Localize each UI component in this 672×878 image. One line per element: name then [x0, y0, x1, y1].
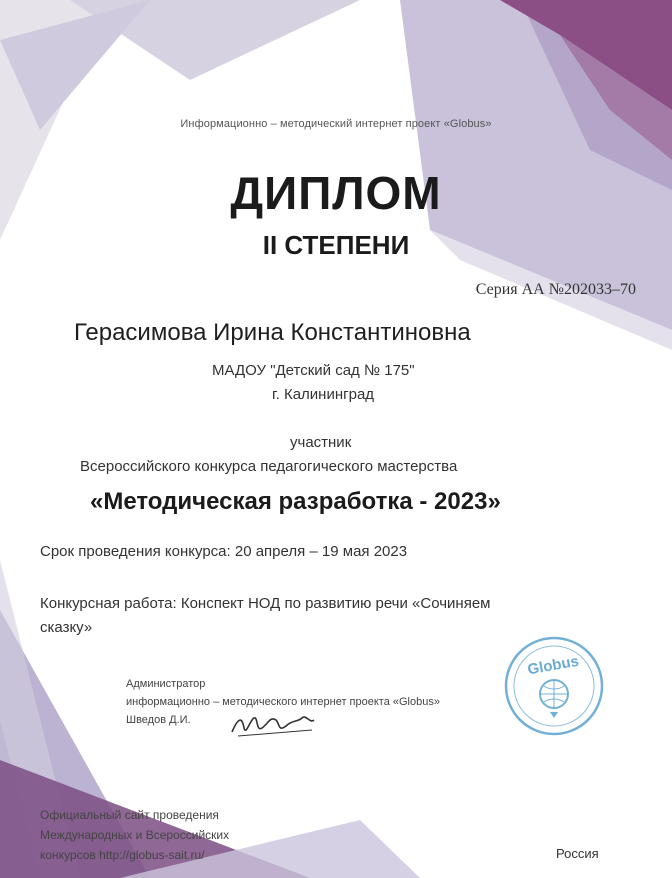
- signatory-project: информационно – методического интернет проекта «Globus»: [126, 696, 440, 708]
- contest-description: Всероссийского конкурса педагогического мастерства: [80, 458, 458, 475]
- footer-line1: Официальный сайт проведения: [40, 808, 219, 822]
- contest-work-line1: Конкурсная работа: Конспект НОД по развитию речи «Сочиняем: [40, 595, 491, 612]
- recipient-name: Герасимова Ирина Константиновна: [74, 319, 471, 346]
- globus-stamp: [502, 634, 606, 738]
- project-line: Информационно – методический интернет проект «Globus»: [180, 118, 492, 130]
- contest-name: «Методическая разработка - 2023»: [90, 488, 501, 515]
- footer-site-link[interactable]: конкурсов http://globus-sait.ru/: [40, 848, 205, 862]
- signatory-name: Шведов Д.И.: [126, 714, 191, 726]
- series-number: Серия АА №202033–70: [475, 281, 636, 298]
- contest-work-line2: сказку»: [40, 619, 93, 636]
- signature-image: [228, 706, 318, 742]
- contest-period: Срок проведения конкурса: 20 апреля – 19 мая 2023: [40, 543, 408, 560]
- footer-country: Россия: [556, 846, 599, 861]
- stamp-label: Globus: [526, 652, 581, 679]
- recipient-city: г. Калининград: [272, 386, 375, 403]
- signatory-title: Администратор: [126, 678, 206, 690]
- participant-role: участник: [290, 434, 352, 451]
- diploma-title: ДИПЛОМ: [230, 167, 442, 219]
- recipient-organization: МАДОУ "Детский сад № 175": [212, 362, 415, 379]
- footer-line2: Международных и Всероссийских: [40, 828, 230, 842]
- diploma-degree: II СТЕПЕНИ: [262, 230, 410, 260]
